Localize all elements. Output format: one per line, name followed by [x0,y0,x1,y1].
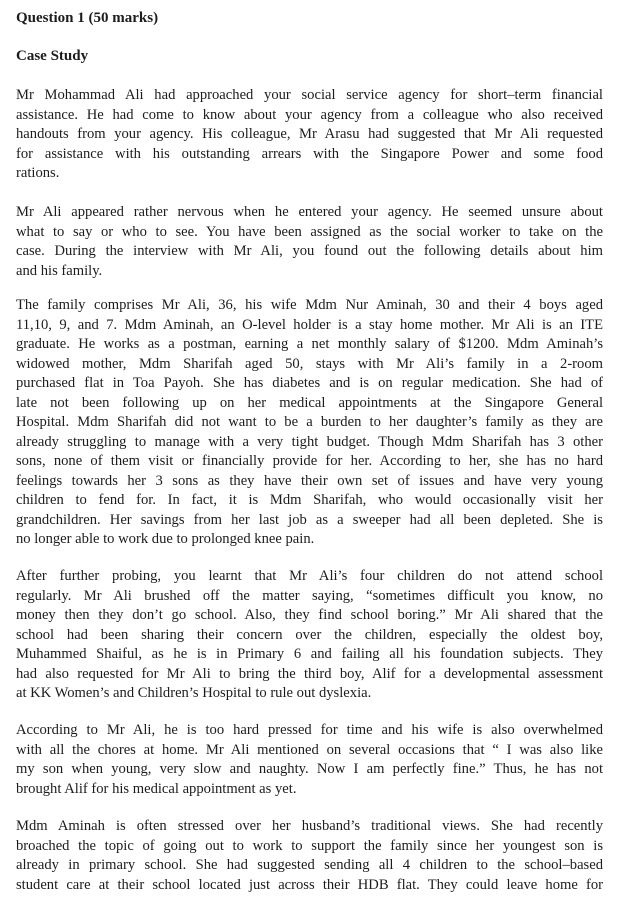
paragraph [16,817,603,895]
text-line: According to Mr Ali, he is too hard pressed for time and his wife is also overwhelmed [16,722,603,738]
text-line: already in primary school. She had suggested sending all 4 children to the school–based [16,857,603,873]
text-line: After further probing, you learnt that Mr Ali’s four children do not attend school [16,568,603,584]
text-line: Mr Ali appeared rather nervous when he entered your agency. He seemed unsure about [16,204,603,220]
text-line: no longer able to work due to prolonged knee pain. [16,531,315,547]
text-line: school had been sharing their concern over the children, especially the oldest boy, [16,626,603,643]
paragraph [16,567,603,704]
text-line: already struggling to manage with a very tight budget. Though Mdm Sharifah has 3 other [16,433,603,450]
text-line: Mdm Aminah is often stressed over her husband’s traditional views. She had recently [16,818,603,834]
text-line: Hospital. Mdm Sharifah did not want to be a burden to her daughter’s family as they are [16,414,603,430]
text-line: late not been following up on her medical appointments at the Singapore General [16,394,603,411]
text-line: and his family. [16,262,103,279]
text-line: children to fend for. In fact, it is Mdm Sharifah, who would occasionally visit her [16,492,603,508]
text-line: had also requested for Mr Ali to bring the third boy, Alif for a developmental assessment [16,665,603,682]
paragraph [16,721,603,799]
paragraph [16,296,603,550]
text-line: case. During the interview with Mr Ali, you found out the following details about him [16,243,603,259]
text-line: broached the topic of going out to work to support the family since her youngest son is [16,837,603,854]
text-line: what to say or who to see. You have been assigned as the social worker to take on the [16,223,603,240]
text-line: at KK Women’s and Children’s Hospital to rule out dyslexia. [16,685,372,701]
text-line: Mr Mohammad Ali had approached your social service agency for short–term financial [16,87,603,103]
text-line: assistance. He had come to know about your agency from a colleague who also received [16,106,603,123]
text-line: with all the chores at home. Mr Ali mentioned on several occasions that “ I was also like [16,741,603,758]
text-line: brought Alif for his medical appointment as yet. [16,780,297,797]
paragraph [16,203,603,281]
paragraph [16,86,603,184]
text-line: graduate. He works as a postman, earning a net monthly salary of $1200. Mdm Aminah’s [16,336,603,352]
text-line: handouts from your agency. His colleague, Mr Arasu had suggested that Mr Ali requested [16,126,603,142]
text-line: for assistance with his outstanding arrears with the Singapore Power and some food [16,145,603,162]
text-line: sons, none of them visit or financially provide for her. According to her, she has no hard [16,453,603,469]
text-line: regularly. Mr Ali brushed off the matter saying, “sometimes difficult you know, no [16,587,603,604]
text-line: my son when young, very slow and naughty. Now I am perfectly fine.” Thus, he has not [16,761,603,777]
text-line: student care at their school located just across their HDB flat. They could leave home for [16,876,603,893]
question-heading: Question 1 (50 marks) [16,10,159,26]
text-line: widowed mother, Mdm Sharifah aged 50, stays with Mr Ali’s family in a 2-room [16,355,603,372]
text-line: rations. [16,165,60,181]
text-line: purchased flat in Toa Payoh. She has diabetes and is on regular medication. She had of [16,375,603,391]
text-line: 11,10, 9, and 7. Mdm Aminah, an O-level holder is a stay home mother. Mr Ali is an ITE [16,316,603,333]
text-line: Muhammed Shaiful, as he is in Primary 6 and failing all his foundation subjects. They [16,646,603,662]
text-line: money then they don’t go school. Also, they find school boring.” Mr Ali shared that the [16,607,603,623]
text-line: The family comprises Mr Ali, 36, his wife Mdm Nur Aminah, 30 and their 4 boys aged [16,297,603,313]
text-line: grandchildren. Her savings from her last job as a sweeper had all been depleted. She is [16,511,603,528]
text-line: feelings towards her 3 sons as they have their own set of issues and have very young [16,472,603,489]
case-study-heading: Case Study [16,48,89,64]
